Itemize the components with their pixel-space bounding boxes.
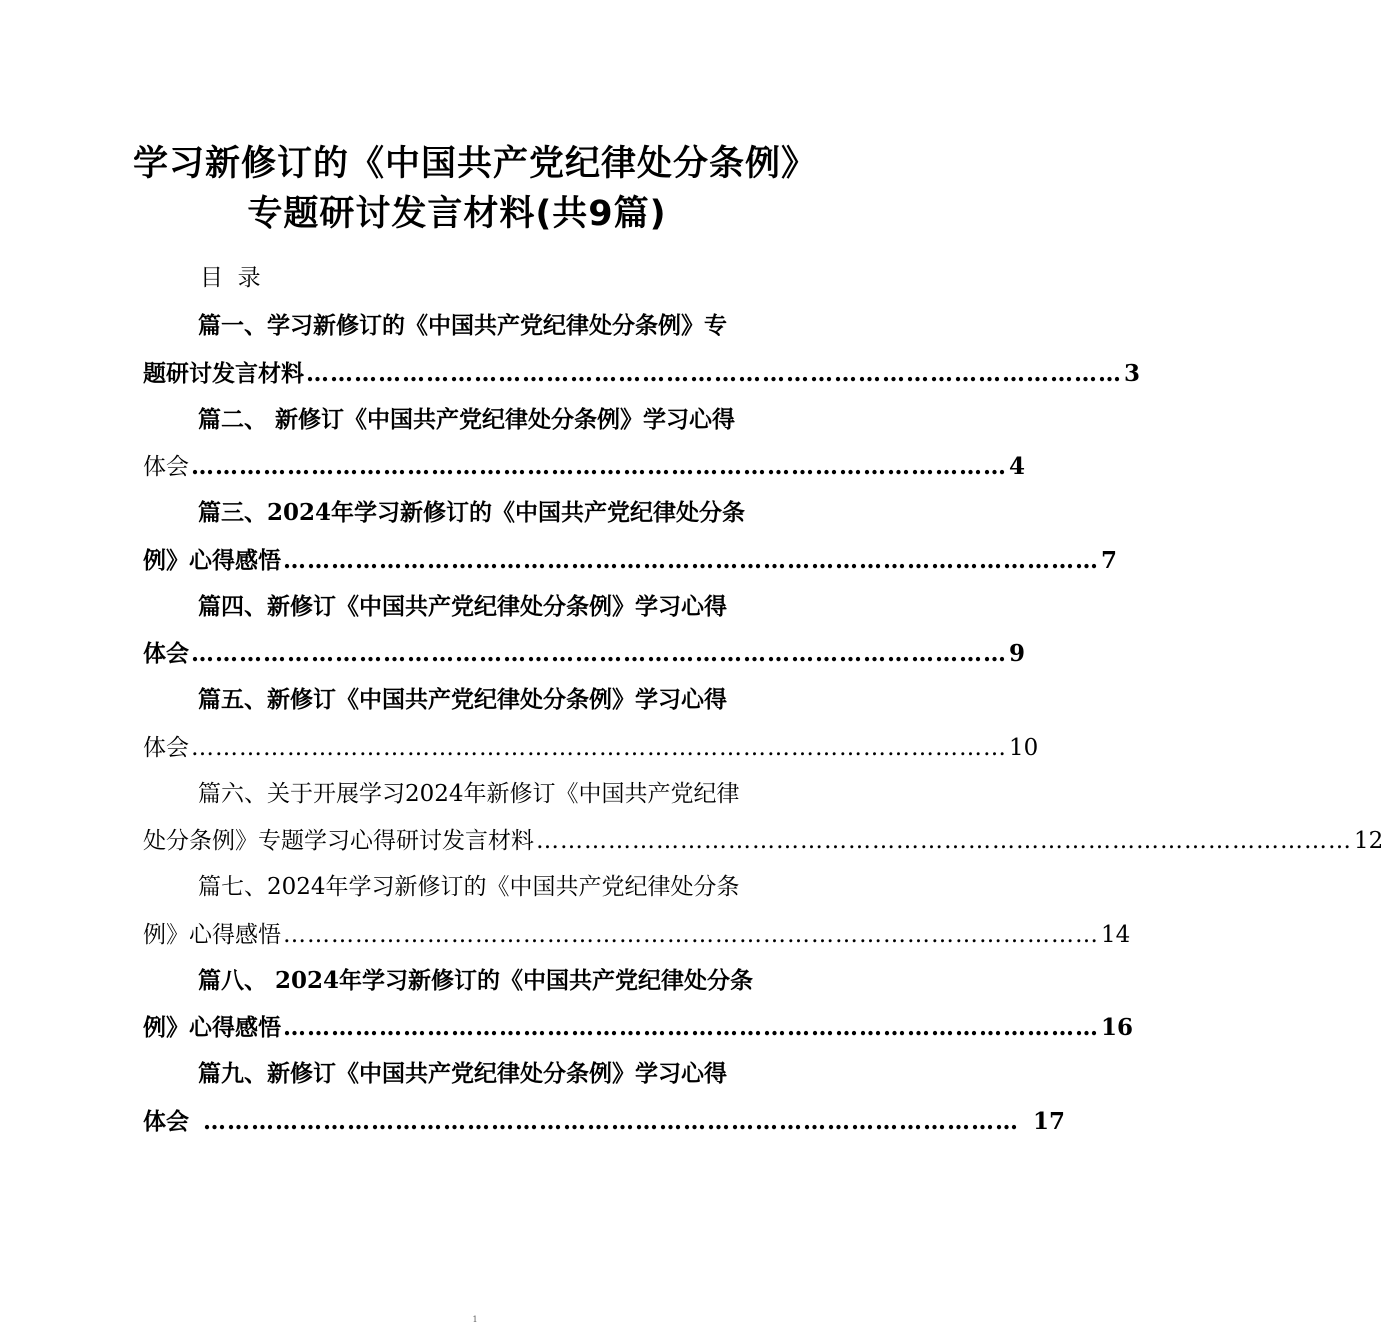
dot-leader: …………………………………………………………………………………………: [283, 922, 1099, 948]
document-title-line-2: 专题研讨发言材料(共9篇): [247, 194, 667, 234]
toc-page-number: 9: [1009, 640, 1026, 667]
toc-page-number: 4: [1009, 453, 1026, 480]
toc-entry-8-continuation[interactable]: [143, 1011, 1134, 1045]
toc-entry-2-title[interactable]: 篇二、 新修订《中国共产党纪律处分条例》学习心得: [198, 406, 736, 433]
toc-entry-text: 例》心得感悟: [143, 547, 281, 574]
toc-entry-text: 体会: [143, 454, 189, 480]
toc-entry-3-continuation[interactable]: [143, 544, 1118, 578]
toc-entry-6-title[interactable]: 篇六、关于开展学习2024年新修订《中国共产党纪律: [198, 781, 740, 807]
toc-entry-1-continuation[interactable]: [143, 357, 1141, 391]
toc-page-number: 17: [1033, 1108, 1066, 1135]
dot-leader: …………………………………………………………………………………………: [283, 1014, 1099, 1041]
dot-leader: …………………………………………………………………………………………: [306, 360, 1122, 387]
dot-leader: …………………………………………………………………………………………: [283, 547, 1099, 574]
toc-page-number: 16: [1101, 1014, 1134, 1041]
toc-entry-text: 体会: [143, 735, 189, 761]
toc-entry-4-continuation[interactable]: [143, 637, 1026, 671]
toc-entry-6-continuation[interactable]: [143, 824, 1383, 858]
toc-entry-4-title[interactable]: 篇四、新修订《中国共产党纪律处分条例》学习心得: [198, 593, 727, 620]
toc-entry-1-title[interactable]: 篇一、学习新修订的《中国共产党纪律处分条例》专: [198, 312, 727, 339]
dot-leader: …………………………………………………………………………………………: [203, 1108, 1019, 1135]
toc-entry-text: 体会: [143, 1108, 189, 1135]
toc-page-number: 10: [1009, 735, 1039, 761]
dot-leader: …………………………………………………………………………………………: [536, 828, 1352, 854]
toc-entry-text: 处分条例》专题学习心得研讨发言材料: [143, 828, 534, 854]
toc-page-number: 3: [1124, 360, 1141, 387]
toc-entry-3-title[interactable]: 篇三、2024年学习新修订的《中国共产党纪律处分条: [198, 499, 746, 526]
page-number-footer: 1: [472, 1315, 478, 1324]
toc-entry-8-title[interactable]: 篇八、 2024年学习新修订的《中国共产党纪律处分条: [198, 967, 754, 994]
toc-page-number: 12: [1354, 828, 1383, 854]
dot-leader: …………………………………………………………………………………………: [191, 453, 1007, 480]
dot-leader: …………………………………………………………………………………………: [191, 735, 1007, 761]
toc-entry-5-title[interactable]: 篇五、新修订《中国共产党纪律处分条例》学习心得: [198, 686, 727, 713]
document-title-line-1: 学习新修订的《中国共产党纪律处分条例》: [132, 144, 817, 184]
toc-entry-text: 例》心得感悟: [143, 1014, 281, 1041]
toc-entry-text: 例》心得感悟: [143, 922, 281, 948]
toc-entry-2-continuation[interactable]: [143, 450, 1026, 484]
dot-leader: …………………………………………………………………………………………: [191, 640, 1007, 667]
toc-entry-text: 体会: [143, 640, 189, 667]
toc-heading: 目 录: [200, 265, 261, 291]
toc-entry-9-continuation[interactable]: [143, 1105, 1066, 1139]
toc-entry-9-title[interactable]: 篇九、新修订《中国共产党纪律处分条例》学习心得: [198, 1060, 727, 1087]
toc-entry-7-title[interactable]: 篇七、2024年学习新修订的《中国共产党纪律处分条: [198, 874, 740, 900]
toc-page-number: 7: [1101, 547, 1118, 574]
toc-page-number: 14: [1101, 922, 1131, 948]
toc-entry-7-continuation[interactable]: [143, 918, 1131, 952]
toc-entry-5-continuation[interactable]: [143, 731, 1039, 765]
toc-entry-text: 题研讨发言材料: [143, 360, 304, 387]
